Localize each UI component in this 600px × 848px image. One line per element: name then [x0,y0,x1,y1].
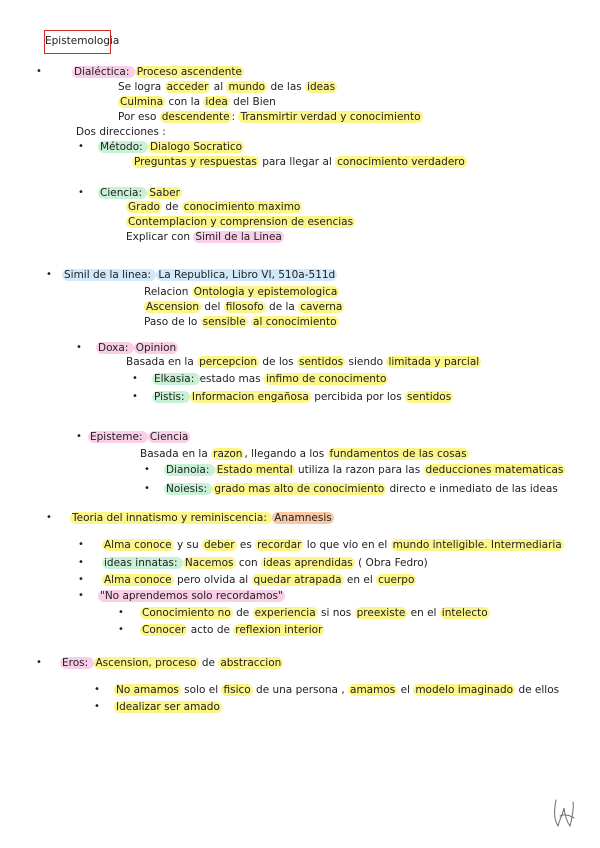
note-text: Dos direcciones : [76,126,166,138]
note-line [102,538,564,552]
highlighted-text: Alma conoce [104,539,172,551]
highlighted-text: Ciencia: [100,187,146,199]
highlighted-text: mundo inteligible. Intermediaria [392,539,562,551]
bullet-icon: • [36,657,42,668]
note-text: en el [343,574,377,586]
bullet-icon: • [132,391,138,402]
note-line [144,285,339,299]
note-text: percibida por los [310,391,406,403]
highlighted-text: fundamentos de las cosas [329,448,467,460]
note-line [62,268,337,282]
highlighted-text: mundo [228,81,266,93]
note-line [60,656,283,670]
highlighted-text: experiencia [254,607,316,619]
note-text: de [198,657,219,669]
bullet-icon: • [78,187,84,198]
note-text: siendo [345,356,387,368]
note-line [114,683,559,697]
note-line [88,430,190,444]
highlighted-text: Preguntas y respuestas [134,156,257,168]
highlighted-text: amamos [350,684,396,696]
highlighted-text: Contemplacion y comprension de esencias [128,216,354,228]
note-text: de las [267,81,306,93]
note-text: y su [173,539,202,551]
highlighted-text: Pistis: [154,391,188,403]
highlighted-text: limitada y parcial [388,356,480,368]
note-line [102,556,428,570]
highlighted-text: abstraccion [220,657,282,669]
highlighted-text: acceder [166,81,209,93]
note-text: directo e inmediato de las ideas [386,483,558,495]
note-text: de una persona , [252,684,349,696]
highlighted-text: infimo de conocimento [265,373,387,385]
note-text: es [236,539,256,551]
note-line [76,125,166,139]
highlighted-text: sentidos [298,356,344,368]
highlighted-text: Doxa: [98,342,132,354]
highlighted-text: Dialogo Socratico [150,141,243,153]
note-text: : [231,111,239,123]
highlighted-text: Ontologia y epistemologica [193,286,338,298]
highlighted-text: Estado mental [216,464,293,476]
bullet-icon: • [46,512,52,523]
highlighted-text: sentidos [407,391,452,403]
note-line [140,623,324,637]
highlighted-text: razon [213,448,243,460]
highlighted-text: reflexion interior [235,624,323,636]
note-line [98,589,285,603]
highlighted-text: ideas [307,81,336,93]
highlighted-text: Idealizar ser amado [116,701,220,713]
note-text: del [201,301,224,313]
highlighted-text: idea [205,96,228,108]
note-text: solo el [180,684,222,696]
highlighted-text: Anamnesis [274,512,332,524]
bullet-icon: • [118,624,124,635]
highlighted-text: Episteme: [90,431,146,443]
bullet-icon: • [144,464,150,475]
note-text: estado mas [199,373,264,385]
note-text: utiliza la razon para las [294,464,424,476]
note-line [102,573,416,587]
highlighted-text: recordar [257,539,302,551]
highlighted-text: Transmirtir verdad y conocimiento [240,111,421,123]
highlighted-text: Conocimiento no [142,607,231,619]
bullet-icon: • [78,590,84,601]
bullet-icon: • [132,373,138,384]
note-text: de [161,201,182,213]
note-text: de [232,607,253,619]
highlighted-text: conocimiento verdadero [337,156,465,168]
note-line [96,341,178,355]
bullet-icon: • [144,483,150,494]
note-text: al [210,81,227,93]
highlighted-text: Grado [128,201,160,213]
note-text: de los [259,356,297,368]
note-text: , llegando a los [244,448,328,460]
note-text: del Bien [229,96,276,108]
note-line [126,200,302,214]
highlighted-text: descendente [161,111,230,123]
highlighted-text: preexiste [356,607,406,619]
bullet-icon: • [118,607,124,618]
note-line [164,463,565,477]
highlighted-text: sensible [202,316,246,328]
highlighted-text: Ascension, proceso [95,657,197,669]
note-text: con la [165,96,204,108]
note-text: de la [265,301,299,313]
highlighted-text: filosofo [225,301,264,313]
page-title: Epistemologia [44,30,111,54]
note-line [126,215,355,229]
highlighted-text: caverna [300,301,343,313]
note-text: en el [407,607,440,619]
highlighted-text: deber [203,539,235,551]
bullet-icon: • [46,269,52,280]
highlighted-text: modelo imaginado [415,684,514,696]
highlighted-text: Teoria del innatismo y reminiscencia: [72,512,271,524]
note-text: si nos [317,607,355,619]
note-line [98,186,182,200]
bullet-icon: • [76,431,82,442]
note-line [152,372,388,386]
note-text: Se logra [118,81,165,93]
note-text: Explicar con [126,231,194,243]
note-line [126,230,284,244]
highlighted-text: Simil de la Linea [195,231,282,243]
highlighted-text: Dialéctica: [74,66,133,78]
note-text: Paso de lo [144,316,201,328]
bullet-icon: • [36,66,42,77]
note-line [118,80,337,94]
highlighted-text: Opinion [135,342,177,354]
note-text: para llegar al [258,156,336,168]
note-text: ( Obra Fedro) [354,557,428,569]
note-line [144,315,339,329]
note-text: con [235,557,262,569]
note-line [126,355,481,369]
bullet-icon: • [94,684,100,695]
note-text: Basada en la [140,448,212,460]
note-text: pero olvida al [173,574,252,586]
bullet-icon: • [94,701,100,712]
highlighted-text: Culmina [120,96,164,108]
highlighted-text: ideas aprendidas [263,557,353,569]
highlighted-text: Ascension [146,301,200,313]
note-line [132,155,467,169]
highlighted-text: Método: [100,141,147,153]
note-line [152,390,453,404]
note-line [70,511,334,525]
highlighted-text: ideas innatas: [104,557,181,569]
note-line [140,447,469,461]
highlighted-text: Dianoia: [166,464,213,476]
note-text: lo que vio en el [303,539,391,551]
note-text: de ellos [515,684,560,696]
note-line [140,606,490,620]
highlighted-text: fisico [223,684,251,696]
note-line [164,482,558,496]
highlighted-text: No amamos [116,684,179,696]
note-text: Por eso [118,111,160,123]
highlighted-text: cuerpo [378,574,415,586]
note-line [118,110,423,124]
bullet-icon: • [78,539,84,550]
note-text: Basada en la [126,356,198,368]
highlighted-text: conocimiento maximo [183,201,301,213]
highlighted-text: intelecto [441,607,488,619]
highlighted-text: Noiesis: [166,483,211,495]
note-line [118,95,276,109]
highlighted-text: "No aprendemos solo recordamos" [100,590,283,602]
highlighted-text: quedar atrapada [253,574,342,586]
signature-icon [550,796,578,830]
highlighted-text: Informacion engañosa [191,391,309,403]
bullet-icon: • [78,574,84,585]
note-line [72,65,244,79]
highlighted-text: Eros: [62,657,92,669]
highlighted-text: Proceso ascendente [136,66,242,78]
highlighted-text: grado mas alto de conocimiento [214,483,385,495]
highlighted-text: Saber [149,187,180,199]
highlighted-text: al conocimiento [253,316,337,328]
highlighted-text: La Republica, Libro VI, 510a-511d [158,269,336,281]
note-line [98,140,244,154]
highlighted-text: Conocer [142,624,186,636]
bullet-icon: • [78,557,84,568]
highlighted-text: Alma conoce [104,574,172,586]
note-line [114,700,222,714]
highlighted-text: Simil de la linea: [64,269,155,281]
highlighted-text: deducciones matematicas [425,464,564,476]
highlighted-text: Ciencia [149,431,189,443]
highlighted-text: Nacemos [184,557,234,569]
highlighted-text: percepcion [199,356,258,368]
note-line [144,300,344,314]
note-text: el [397,684,414,696]
note-text: Relacion [144,286,192,298]
bullet-icon: • [78,141,84,152]
highlighted-text: Elkasia: [154,373,198,385]
bullet-icon: • [76,342,82,353]
note-text: acto de [187,624,234,636]
